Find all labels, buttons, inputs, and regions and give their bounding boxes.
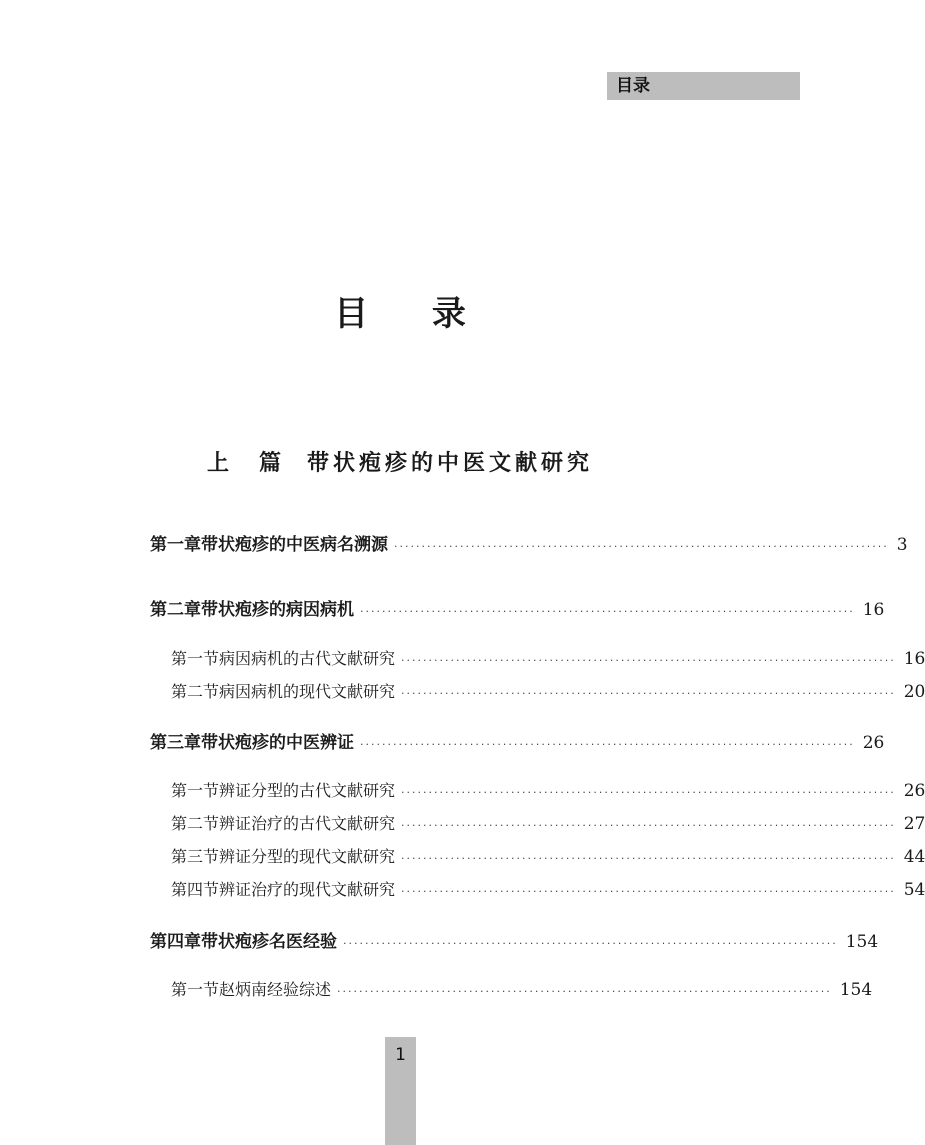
entry-number: 第一节 bbox=[171, 980, 220, 999]
part-label: 上 篇 bbox=[206, 451, 285, 476]
toc-entry-section[interactable] bbox=[171, 778, 925, 801]
entry-number: 第四节 bbox=[171, 880, 220, 899]
entry-page-number: 27 bbox=[903, 814, 925, 834]
dot-leader: ·························································································· bbox=[360, 605, 855, 618]
dot-leader: ·························································································· bbox=[337, 985, 832, 998]
toc-entry-section[interactable] bbox=[171, 977, 873, 1000]
entry-title: 带状疱疹的中医病名溯源 bbox=[201, 535, 388, 555]
toc-entry-chapter[interactable] bbox=[150, 530, 908, 555]
page-title: 目 录 bbox=[334, 294, 492, 334]
toc-entry-section[interactable] bbox=[171, 844, 925, 867]
toc-entry-chapter[interactable] bbox=[150, 728, 885, 753]
entry-title: 辨证分型的古代文献研究 bbox=[219, 781, 396, 800]
entry-number: 第四章 bbox=[150, 932, 201, 952]
entry-title: 辨证分型的现代文献研究 bbox=[219, 847, 396, 866]
entry-title: 带状疱疹的病因病机 bbox=[201, 600, 354, 620]
entry-page-number: 3 bbox=[896, 535, 908, 555]
page-number: 1 bbox=[395, 1045, 406, 1065]
entry-number: 第一节 bbox=[171, 649, 220, 668]
entry-page-number: 16 bbox=[903, 649, 925, 669]
toc-entry-chapter[interactable] bbox=[150, 927, 879, 952]
entry-title: 赵炳南经验综述 bbox=[219, 980, 332, 999]
entry-title: 病因病机的现代文献研究 bbox=[219, 682, 396, 701]
entry-page-number: 154 bbox=[839, 980, 873, 1000]
dot-leader: ·························································································· bbox=[394, 540, 889, 553]
entry-title: 辨证治疗的现代文献研究 bbox=[219, 880, 396, 899]
entry-title: 带状疱疹名医经验 bbox=[201, 932, 337, 952]
entry-number: 第三章 bbox=[150, 733, 201, 753]
entry-page-number: 54 bbox=[903, 880, 925, 900]
page-number-tab bbox=[385, 1037, 416, 1145]
dot-leader: ·························································································· bbox=[401, 654, 896, 667]
dot-leader: ·························································································· bbox=[401, 819, 896, 832]
entry-number: 第三节 bbox=[171, 847, 220, 866]
entry-page-number: 26 bbox=[903, 781, 925, 801]
entry-number: 第二章 bbox=[150, 600, 201, 620]
toc-entry-section[interactable] bbox=[171, 877, 925, 900]
toc-entry-section[interactable] bbox=[171, 811, 925, 834]
section-tab-label: 目录 bbox=[607, 72, 800, 100]
entry-number: 第二节 bbox=[171, 814, 220, 833]
dot-leader: ·························································································· bbox=[401, 786, 896, 799]
dot-leader: ·························································································· bbox=[401, 687, 896, 700]
entry-page-number: 16 bbox=[862, 600, 885, 620]
entry-title: 带状疱疹的中医辨证 bbox=[201, 733, 354, 753]
entry-page-number: 44 bbox=[903, 847, 925, 867]
entry-page-number: 20 bbox=[903, 682, 925, 702]
part-title: 带状疱疹的中医文献研究 bbox=[307, 451, 594, 476]
entry-number: 第二节 bbox=[171, 682, 220, 701]
dot-leader: ·························································································· bbox=[360, 738, 855, 751]
entry-number: 第一节 bbox=[171, 781, 220, 800]
toc-entry-section[interactable] bbox=[171, 679, 925, 702]
entry-page-number: 154 bbox=[845, 932, 879, 952]
dot-leader: ·························································································· bbox=[401, 852, 896, 865]
entry-title: 病因病机的古代文献研究 bbox=[219, 649, 396, 668]
entry-title: 辨证治疗的古代文献研究 bbox=[219, 814, 396, 833]
part-heading bbox=[0, 446, 800, 477]
dot-leader: ·························································································· bbox=[343, 937, 838, 950]
dot-leader: ·························································································· bbox=[401, 885, 896, 898]
entry-page-number: 26 bbox=[862, 733, 885, 753]
entry-number: 第一章 bbox=[150, 535, 201, 555]
toc-entry-section[interactable] bbox=[171, 646, 925, 669]
toc-entry-chapter[interactable] bbox=[150, 595, 885, 620]
